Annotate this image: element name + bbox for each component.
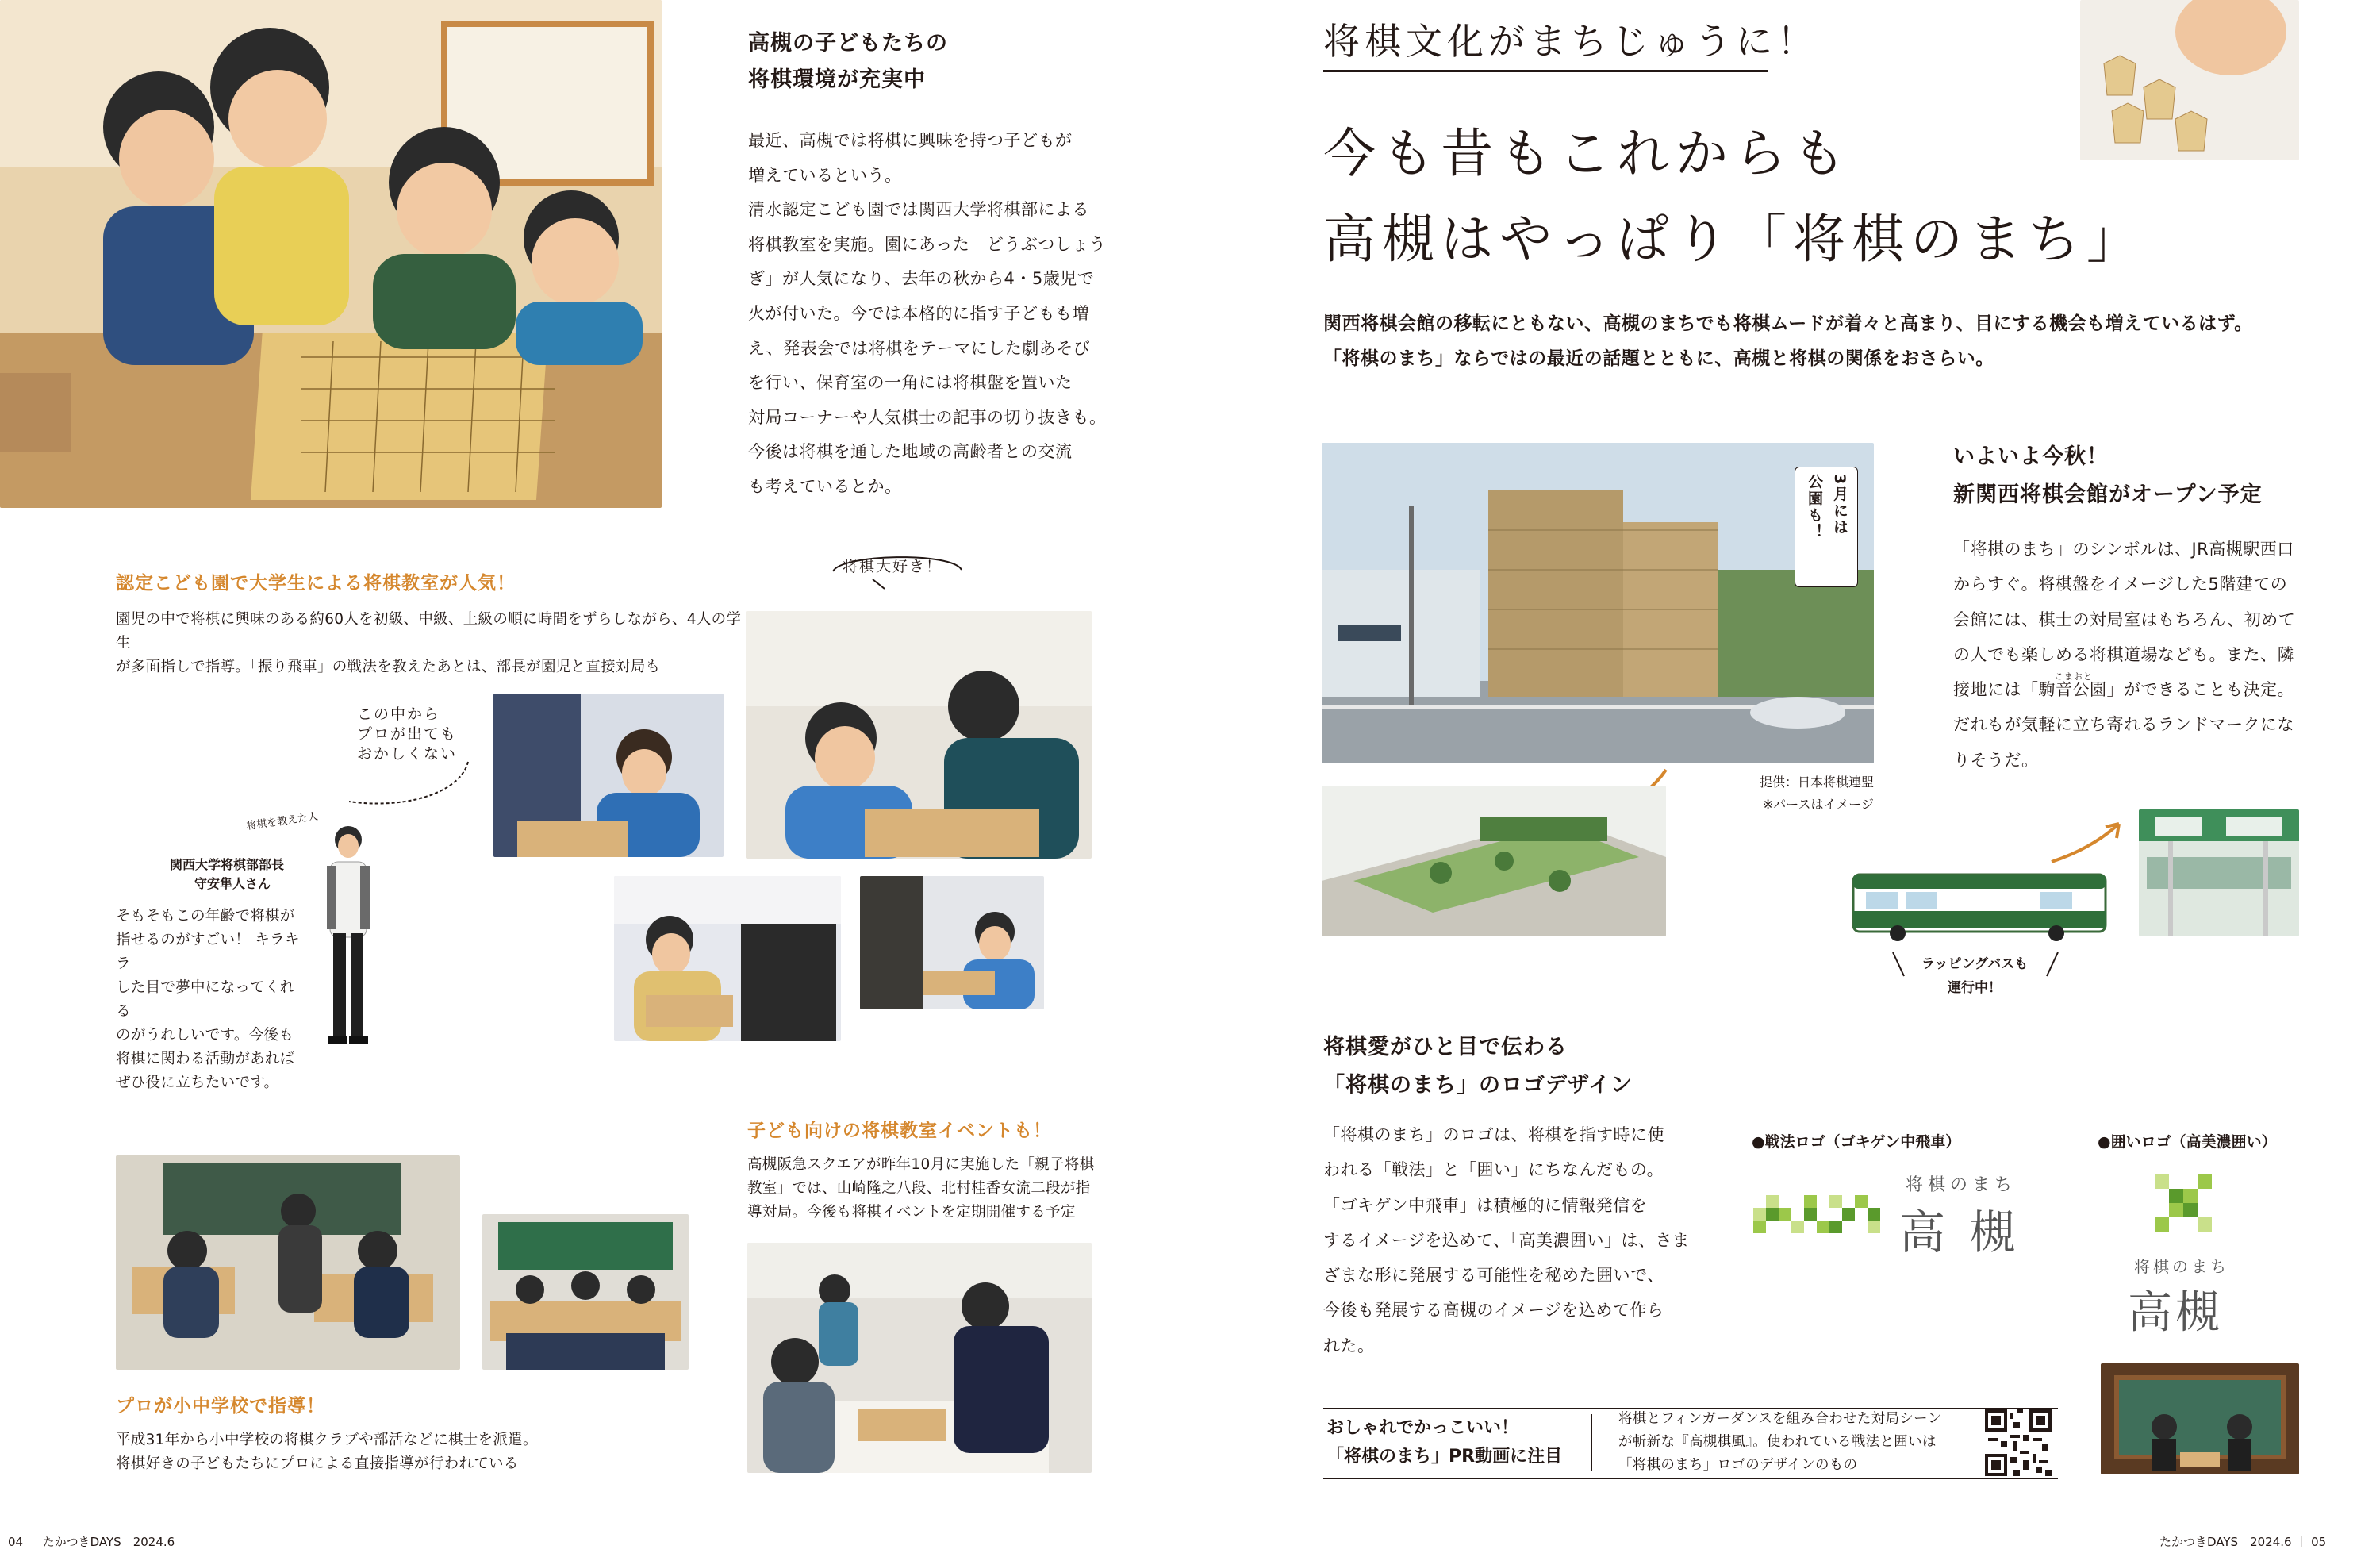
event-body-line: 導対局。今後も将棋イベントを定期開催する予定 [747,1204,1076,1221]
hall-body-line: の人でも楽しめる将棋道場なども。また、隣 [1953,644,2294,664]
credit-line: 提供：日本将棋連盟 [1759,775,1874,790]
school-body-line: 将棋好きの子どもたちにプロによる直接指導が行われている [116,1455,519,1472]
logo-takamino-mark [2155,1174,2212,1232]
logo1-big-text: 高 槻 [1899,1205,2021,1259]
logo-heading-line: 将棋愛がひと目で伝わる [1323,1035,1568,1059]
logo-body-line: するイメージを込めて、「高美濃囲い」は、さま [1323,1230,1690,1250]
intro-body [748,124,1121,505]
tagline [1323,17,1818,72]
qr-code-icon[interactable] [1985,1409,2052,1476]
logo-body-line: ざまな形に発展する可能性を秘めた囲いで、 [1323,1266,1664,1286]
page-title-line: 高槻はやっぱり「将棋のまち」 [1323,209,2145,270]
teacher-affiliation: 関西大学将棋部部長 [170,857,285,872]
lead-text [1323,306,2253,376]
logo1-small-text: 将棋のまち [1906,1175,2017,1195]
photo-girl-playing [493,694,724,857]
photo-boy-and-student [746,611,1092,859]
photo-new-shogi-hall-rendering [1322,443,1874,763]
callout-line: この中から [357,705,441,723]
image-credit [1747,771,1874,816]
hall-heading [1953,438,2263,514]
tagline-text: 将棋文化がまちじゅうに！ [1323,20,1818,63]
photo-hand-shogi-pieces [2080,0,2299,160]
pr-body-line: 「将棋のまち」ロゴのデザインのもの [1618,1457,1858,1473]
hall-body-line: りそうだ。 [1953,750,2039,770]
callout-line: プロが出ても [357,725,458,743]
intro-heading-line: 将棋環境が充実中 [748,67,926,92]
teacher-name: 守安隼人さん [194,876,271,891]
school-heading: プロが小中学校で指導！ [116,1396,325,1417]
right-page-footer: たかつきDAYS 2024.6 ｜ 05 [2159,1535,2327,1549]
logo-gokigen-mark [1753,1179,1893,1236]
tagline-underline [1323,70,1768,72]
speech-bubble-text: 将棋大好き！ [843,558,943,575]
teacher-quote-line: そもそもこの年齢で将棋が [116,908,295,925]
intro-body-line: 将棋教室を実施。園にあった「どうぶつしょう [748,234,1107,254]
pr-box-divider [1591,1414,1592,1471]
school-body [116,1428,687,1476]
event-heading: 子ども向けの将棋教室イベントも！ [747,1121,1052,1141]
intro-body-line: 今後は将棋を通した地域の高齢者との交流 [748,442,1073,462]
kindergarten-body [116,608,743,679]
photo-pr-video-thumbnail [2101,1363,2299,1474]
logo-body [1323,1117,1691,1363]
lead-line: 関西将棋会館の移転にともない、高槻のまちでも将棋ムードが着々と高まり、目にする機会も増えているはず。 [1323,313,2253,334]
hall-body-line: からすぐ。将棋盤をイメージした5階建ての [1953,575,2288,594]
intro-body-line: も考えているとか。 [748,476,902,496]
pr-box-bottom-line [1323,1478,2058,1479]
kindergarten-body-line: 園児の中で将棋に興味のある約60人を初級、中級、上級の順に時間をずらしながら、4人の学生 [116,611,742,652]
hall-heading-line: 新関西将棋会館がオープン予定 [1953,482,2263,507]
intro-body-line: 対局コーナーや人気棋士の記事の切り抜きも。 [748,407,1107,427]
intro-heading [748,25,948,98]
logo-body-line: 「将棋のまち」のロゴは、将棋を指す時に使 [1323,1125,1664,1144]
photo-event-classroom [747,1243,1092,1473]
pr-body-line: が斬新な『高槻棋風』。使われている戦法と囲いは [1618,1434,1937,1450]
hall-body-line: 会館には、棋士の対局室はもちろん、初めて [1953,609,2296,629]
event-body [747,1153,1096,1224]
teacher-quote-line: 指せるのがすごい！ キラキラ [116,932,300,972]
intro-body-line: 清水認定こども園では関西大学将棋部による [748,200,1089,220]
photo-student-and-kids [860,876,1044,1009]
pr-body-line: 将棋とフィンガーダンスを組み合わせた対局シーン [1618,1411,1942,1427]
school-body-line: 平成31年から小中学校の将棋クラブや部活などに棋士を派遣。 [116,1432,538,1448]
photo-school-classroom [116,1155,460,1370]
page-title [1323,111,2145,283]
pr-lead [1326,1414,1562,1471]
bus-caption-line: 運行中！ [1948,980,2002,996]
teacher-tag: 将棋を教えた人 [245,810,319,833]
left-page-footer: 04 ｜ たかつきDAYS 2024.6 [8,1535,175,1549]
logo-body-line: 「ゴキゲン中飛車」は積極的に情報発信を [1323,1195,1648,1215]
teacher-quote-line: のがうれしいです。今後も [116,1027,294,1044]
photo-children-playing-shogi [0,0,662,508]
teacher-figure [311,822,382,1048]
intro-body-line: 増えているという。 [748,165,902,185]
event-body-line: 高槻阪急スクエアが昨年10月に実施した「親子将棋 [747,1156,1095,1173]
wrapping-bus [1850,870,2109,941]
intro-heading-line: 高槻の子どもたちの [748,31,948,56]
logo1-label: ●戦法ロゴ（ゴキゲン中飛車） [1752,1133,1961,1151]
building-note-line: 3月には [1831,474,1848,536]
speech-bubble [825,548,968,590]
callout-arrow [333,754,476,817]
event-body-line: 教室」では、山崎隆之八段、北村桂香女流二段が指 [747,1180,1091,1197]
pr-lead-line: 「将棋のまち」PR動画に注目 [1326,1447,1563,1467]
bus-caption-line: ラッピングバスも [1921,956,2029,972]
logo2-small-text: 将棋のまち [2134,1257,2229,1276]
photo-school-club [482,1214,689,1370]
building-note [1795,467,1858,587]
teacher-quote-line: ぜひ役に立ちたいです。 [116,1075,279,1091]
kindergarten-body-line: が多面指しで指導。「振り飛車」の戦法を教えたあとは、部長が園児と直接対局も [116,659,661,675]
intro-body-line: 火が付いた。今では本格的に指す子どもも増 [748,303,1089,323]
hall-body-line: 「将棋のまち」のシンボルは、JR高槻駅西口 [1953,540,2294,559]
logo-body-line: われる「戦法」と「囲い」にちなんだもの。 [1323,1160,1664,1180]
teacher-quote-line: した目で夢中になってくれる [116,979,295,1020]
callout-line: おかしくない [357,745,458,763]
pr-lead-line: おしゃれでかっこいい！ [1326,1418,1519,1438]
logo-body-line: 今後も発展する高槻のイメージを込めて作ら [1323,1301,1664,1321]
hall-body-line: 接地には「駒音公園」ができることも決定。 [1953,680,2294,700]
hall-heading-line: いよいよ今秋！ [1953,444,2109,469]
intro-body-line: 最近、高槻では将棋に興味を持つ子どもが [748,131,1073,150]
bus-caption-brackets [1888,949,2063,984]
arrow-to-bus-icon [2044,814,2131,870]
logo-body-line: れた。 [1323,1336,1375,1355]
logo2-label: ●囲いロゴ（高美濃囲い） [2098,1133,2277,1151]
logo-heading-line: 「将棋のまち」のロゴデザイン [1323,1073,1633,1098]
photo-bus-interior [2139,809,2299,936]
intro-body-line: を行い、保育室の一角には将棋盤を置いた [748,373,1073,393]
pr-body [1618,1408,1991,1477]
building-note-line: 公園も！ [1806,474,1823,540]
photo-park-rendering [1322,786,1666,936]
teacher-quote [116,905,306,1095]
logo2-big-text: 高槻 [2128,1287,2223,1339]
intro-body-line: ぎ」が人気になり、去年の秋から4・5歳児で [748,269,1095,289]
credit-line: ※パースはイメージ [1762,797,1874,812]
hall-ruby: こまおと [2055,671,2093,682]
kindergarten-heading: 認定こども園で大学生による将棋教室が人気！ [116,573,516,594]
hall-body-line: だれもが気軽に立ち寄れるランドマークにな [1953,715,2294,735]
logo-heading [1323,1028,1633,1105]
teacher-quote-line: 将棋に関わる活動があれば [116,1051,295,1067]
photo-classroom-girl [614,876,841,1041]
lead-line: 「将棋のまち」ならではの最近の話題とともに、高槻と将棋の関係をおさらい。 [1323,348,1994,369]
hall-body [1953,532,2318,778]
intro-body-line: え、発表会では将棋をテーマにした劇あそび [748,338,1091,358]
page-title-line: 今も昔もこれからも [1323,123,1852,184]
